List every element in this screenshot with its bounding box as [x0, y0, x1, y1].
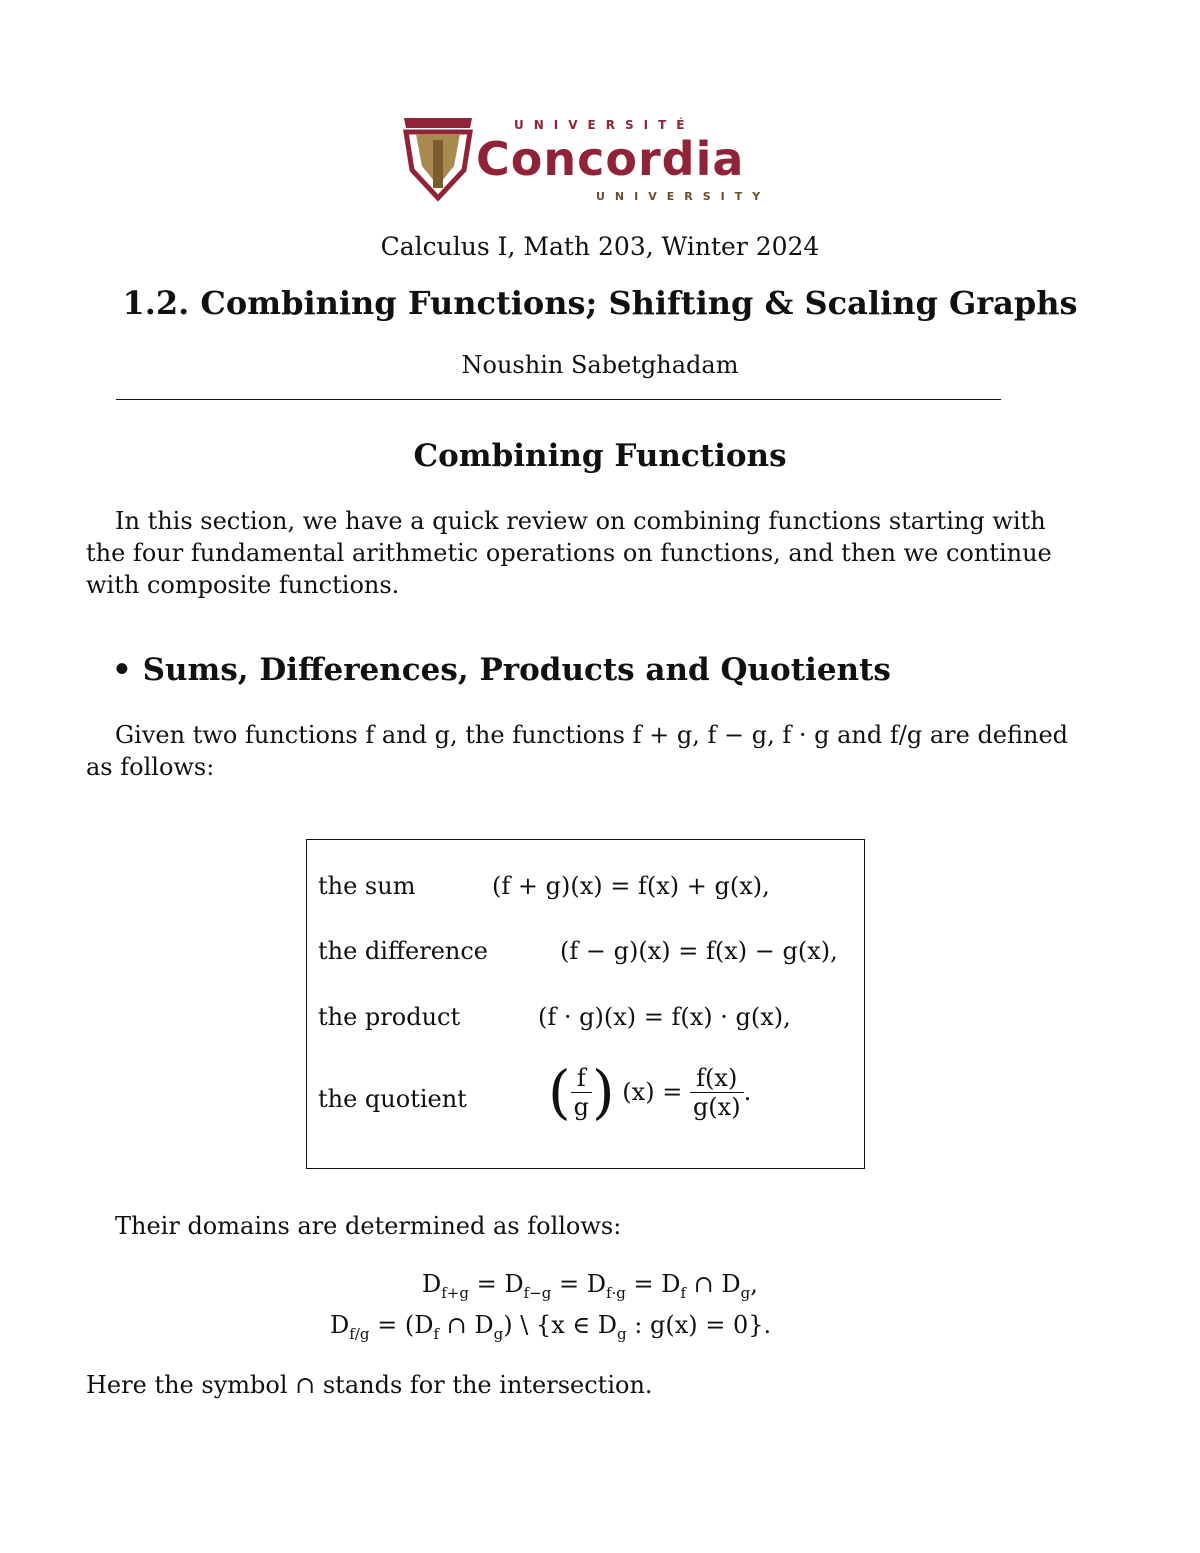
subsection-intro-text: Given two functions f and g, the functions f + g, f − g, f · g and f/g are defined as follows:: [86, 721, 1069, 781]
left-paren-icon: (: [548, 1058, 571, 1126]
fraction-f-over-g: [571, 1064, 592, 1121]
section-intro-text: In this section, we have a quick review on combining functions starting with the four fundamental arithmetic operations on functions, and then we continue with composite functions.: [86, 507, 1052, 599]
quotient-end: .: [743, 1078, 752, 1106]
definition-row-product: [318, 1003, 791, 1031]
definition-row-difference: [318, 937, 838, 965]
definition-row-quotient: [318, 1085, 467, 1113]
course-title: Calculus I, Math 203, Winter 2024: [380, 232, 820, 261]
logo-name: Concordia: [476, 132, 745, 186]
definition-label: the quotient: [318, 1085, 467, 1113]
subsection-intro: [86, 719, 1086, 783]
definition-label: the difference: [318, 937, 489, 965]
author-name: Noushin Sabetghadam: [461, 351, 739, 379]
lecture-title: 1.2. Combining Functions; Shifting & Scaling Graphs: [122, 284, 1078, 322]
fraction-numerator: f(x): [690, 1064, 744, 1093]
domain-equation-2: $D_{f/g} = (D_f$ ∩ $D_g$) \ {x ∈ $D_g$ : g(x) = 0}.: [330, 1311, 772, 1343]
definition-row-sum: [318, 872, 770, 900]
definition-formula: (f + g)(x) = f(x) + g(x),: [492, 872, 770, 900]
domains-intro-text: Their domains are determined as follows:: [115, 1212, 622, 1240]
domains-intro: [86, 1210, 1086, 1242]
fraction-denominator: g: [573, 1092, 590, 1121]
section-intro: [86, 505, 1086, 601]
section-title: Combining Functions: [413, 438, 787, 474]
bullet-icon: •: [112, 652, 132, 688]
logo-bottom-text: UNIVERSITY: [596, 190, 771, 203]
definition-label: the sum: [318, 872, 416, 900]
fraction-rhs: [690, 1064, 744, 1121]
title-divider: [116, 399, 1001, 400]
quotient-formula: [548, 1058, 752, 1126]
definition-formula: (f · g)(x) = f(x) · g(x),: [538, 1003, 791, 1031]
fraction-numerator: f: [571, 1064, 592, 1093]
closing-text: Here the symbol ∩ stands for the intersection.: [86, 1371, 653, 1399]
university-logo: [400, 110, 780, 210]
logo-top-text: UNIVERSITÉ: [514, 118, 695, 132]
right-paren-icon: ): [592, 1058, 615, 1126]
subsection-title-text: Sums, Differences, Products and Quotients: [142, 652, 891, 688]
quotient-middle: (x) =: [622, 1078, 683, 1106]
fraction-denominator: g(x): [692, 1092, 741, 1121]
domain-equation-1: $D_{f+g} = D_{f-g} = D_{f\cdot g} = D_f$ ∩ $D_g$,: [422, 1270, 758, 1302]
subsection-title: [112, 652, 891, 688]
definition-formula: (f − g)(x) = f(x) − g(x),: [560, 937, 838, 965]
definition-label: the product: [318, 1003, 461, 1031]
